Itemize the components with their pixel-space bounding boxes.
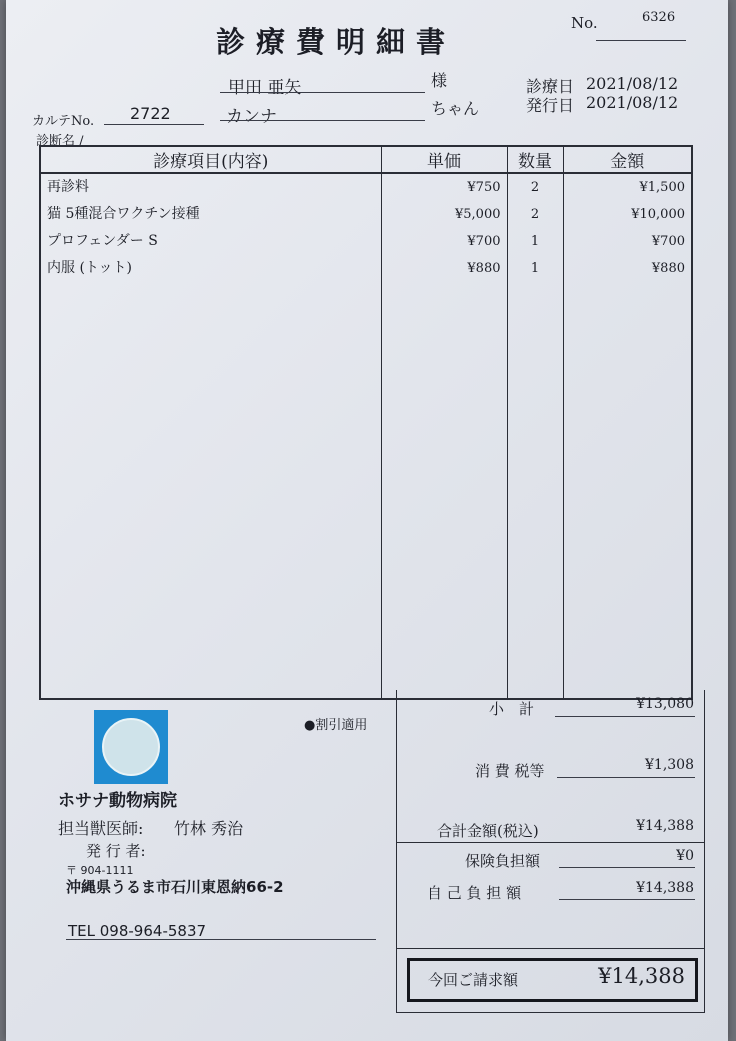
row-amount: ¥1,500 bbox=[563, 173, 692, 201]
row-item: 再診料 bbox=[40, 173, 381, 201]
insurance-label: 保険負担額 bbox=[465, 852, 541, 870]
invoice-number: 6326 bbox=[642, 10, 676, 25]
vet-name: 竹林 秀治 bbox=[174, 819, 244, 838]
header-qty: 数量 bbox=[507, 146, 563, 173]
chart-number-underline bbox=[104, 124, 204, 125]
clinic-address: 沖縄県うるま市石川東恩納66-2 bbox=[66, 878, 284, 896]
table-row bbox=[40, 228, 692, 255]
billing-value: ¥14,388 bbox=[598, 964, 685, 988]
row-qty: 2 bbox=[507, 201, 563, 228]
insurance-value: ¥0 bbox=[676, 848, 694, 864]
items-table bbox=[39, 145, 693, 700]
tax-label: 消 費 税等 bbox=[475, 762, 545, 780]
chart-number-label: カルテNo. bbox=[32, 114, 95, 129]
issue-date-label: 発行日 bbox=[526, 96, 575, 115]
billing-label: 今回ご請求額 bbox=[428, 971, 519, 989]
table-row bbox=[40, 201, 692, 228]
pet-name: カンナ bbox=[226, 107, 277, 127]
billing-total-box bbox=[407, 958, 698, 1002]
tax-underline bbox=[557, 777, 695, 778]
clinic-logo bbox=[94, 710, 168, 784]
table-filler-row bbox=[40, 282, 692, 699]
pet-name-underline bbox=[220, 120, 425, 121]
row-amount: ¥700 bbox=[563, 228, 692, 255]
subtotal-underline bbox=[555, 716, 695, 717]
header-price: 単価 bbox=[381, 146, 507, 173]
row-price: ¥700 bbox=[381, 228, 507, 255]
visit-date: 2021/08/12 bbox=[586, 74, 679, 93]
self-pay-underline bbox=[559, 899, 695, 900]
summary-box bbox=[396, 690, 705, 1013]
header-item: 診療項目(内容) bbox=[40, 146, 381, 173]
row-item: プロフェンダー S bbox=[40, 228, 381, 255]
table-row bbox=[40, 173, 692, 201]
document-title: 診療費明細書 bbox=[216, 25, 457, 59]
total-label: 合計金額(税込) bbox=[437, 822, 539, 840]
owner-suffix: 様 bbox=[431, 71, 448, 90]
insurance-underline bbox=[559, 867, 695, 868]
total-value: ¥14,388 bbox=[636, 818, 694, 834]
owner-name: 甲田 亜矢 bbox=[228, 78, 302, 98]
summary-divider bbox=[397, 842, 704, 843]
visit-date-label: 診療日 bbox=[526, 77, 575, 96]
row-qty: 2 bbox=[507, 173, 563, 201]
summary-divider-lower bbox=[397, 948, 704, 949]
row-item: 猫 5種混合ワクチン接種 bbox=[40, 201, 381, 228]
invoice-number-label: No. bbox=[571, 14, 598, 32]
diagnosis-label: 診断名 / bbox=[36, 134, 84, 149]
self-pay-value: ¥14,388 bbox=[636, 880, 694, 896]
issuer-label: 発 行 者: bbox=[86, 842, 146, 860]
row-amount: ¥10,000 bbox=[563, 201, 692, 228]
row-price: ¥880 bbox=[381, 255, 507, 282]
pet-suffix: ちゃん bbox=[431, 99, 480, 118]
tax-value: ¥1,308 bbox=[645, 757, 694, 773]
subtotal-value: ¥13,080 bbox=[636, 696, 694, 712]
issue-date: 2021/08/12 bbox=[586, 93, 679, 112]
header-amount: 金額 bbox=[563, 146, 692, 173]
chart-number: 2722 bbox=[130, 104, 171, 123]
clinic-name: ホサナ動物病院 bbox=[58, 791, 177, 811]
self-pay-label: 自 己 負 担 額 bbox=[427, 884, 522, 902]
row-qty: 1 bbox=[507, 255, 563, 282]
invoice-paper bbox=[6, 0, 728, 1041]
clinic-logo-emblem bbox=[102, 718, 160, 776]
row-qty: 1 bbox=[507, 228, 563, 255]
row-price: ¥750 bbox=[381, 173, 507, 201]
clinic-tel: TEL 098-964-5837 bbox=[68, 922, 207, 940]
row-price: ¥5,000 bbox=[381, 201, 507, 228]
discount-note: ●割引適用 bbox=[304, 718, 368, 733]
postal-code: 〒 904-1111 bbox=[66, 864, 134, 877]
table-row bbox=[40, 255, 692, 282]
owner-name-underline bbox=[220, 92, 425, 93]
row-amount: ¥880 bbox=[563, 255, 692, 282]
subtotal-label: 小 計 bbox=[489, 700, 535, 718]
tel-underline bbox=[66, 939, 376, 940]
vet-label: 担当獣医師: bbox=[58, 819, 144, 838]
table-header-row bbox=[40, 146, 692, 173]
invoice-number-underline bbox=[596, 40, 686, 41]
row-item: 内服 (トット) bbox=[40, 255, 381, 282]
